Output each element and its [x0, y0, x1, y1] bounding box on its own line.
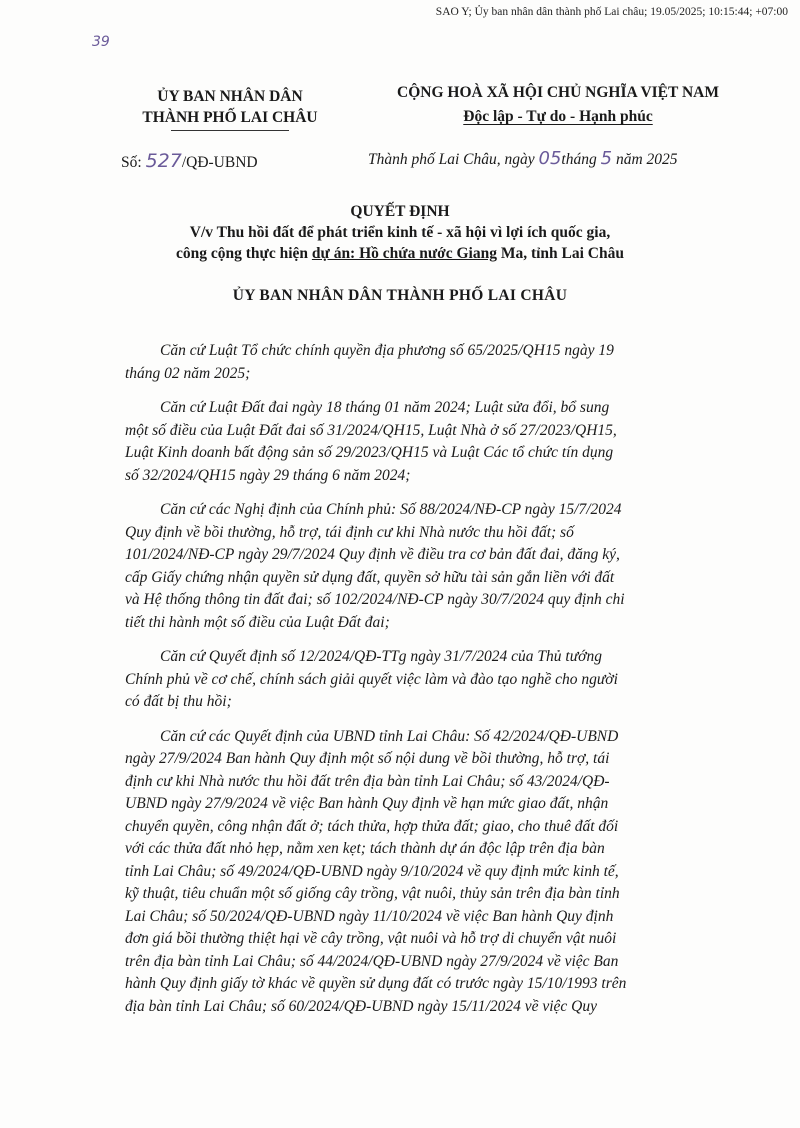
decision-title-block — [60, 201, 740, 264]
copy-stamp-header: SAO Y; Ủy ban nhân dân thành phố Lai châu; 19.05/2025; 10:15:44; +07:00 — [435, 6, 788, 18]
document-number — [121, 150, 258, 172]
place-date-prefix: Thành phố Lai Châu, ngày — [368, 151, 539, 168]
paragraph-line: Căn cứ Quyết định số 12/2024/QĐ-TTg ngày 31/7/2024 của Thủ tướng — [160, 648, 602, 665]
paragraph-line: có đất bị thu hồi; — [125, 693, 232, 710]
decision-heading: QUYẾT ĐỊNH — [350, 203, 450, 220]
paragraph-line: số 32/2024/QH15 ngày 29 tháng 6 năm 2024; — [125, 466, 411, 484]
paragraph-line: Căn cứ Luật Đất đai ngày 18 tháng 01 năm 2024; Luật sửa đổi, bổ sung — [160, 399, 610, 416]
paragraph-line: và Hệ thống thông tin đất đai; số 102/2024/NĐ-CP ngày 30/7/2024 quy định chi — [125, 591, 625, 608]
handwritten-page-number: 39 — [92, 34, 110, 50]
paragraph-line: tỉnh Lai Châu; số 49/2024/QĐ-UBND ngày 9/10/2024 về quy định mức kinh tế, — [125, 862, 619, 880]
decision-subject-line-1: V/v Thu hồi đất để phát triển kinh tế - xã hội vì lợi ích quốc gia, — [189, 224, 611, 241]
national-motto: Độc lập - Tự do - Hạnh phúc — [463, 108, 653, 125]
subject-part-b: dự án: Hồ chứa nước Giang — [311, 245, 497, 262]
date-month-handwritten: 5 — [600, 148, 613, 169]
doc-number-handwritten: 527 — [145, 150, 182, 172]
paragraph-line: Lai Châu; số 50/2024/QĐ-UBND ngày 11/10/2024 về việc Ban hành Quy định — [125, 907, 614, 925]
paragraph-line: Căn cứ Luật Tổ chức chính quyền địa phương số 65/2025/QH15 ngày 19 — [160, 342, 614, 359]
paragraph-line: Căn cứ các Quyết định của UBND tỉnh Lai Châu: Số 42/2024/QĐ-UBND — [160, 727, 619, 745]
issuer-title: ỦY BAN NHÂN DÂN THÀNH PHỐ LAI CHÂU — [232, 287, 568, 304]
legal-basis-paragraph — [125, 397, 765, 487]
issuing-agency-block — [110, 86, 350, 131]
subject-part-c: Ma, tỉnh Lai Châu — [496, 245, 624, 262]
place-and-date — [368, 148, 678, 169]
paragraph-line: ngày 27/9/2024 Ban hành Quy định một số nội dung về bồi thường, hỗ trợ, tái — [125, 750, 610, 767]
agency-line-1: ỦY BAN NHÂN DÂN — [157, 88, 303, 105]
paragraph-line: cấp Giấy chứng nhận quyền sử dụng đất, quyền sở hữu tài sản gắn liền với đất — [125, 568, 615, 586]
paragraph-line: đơn giá bồi thường thiệt hại về cây trồng, vật nuôi và hỗ trợ di chuyển vật nuôi — [125, 930, 617, 947]
paragraph-line: Chính phủ về cơ chế, chính sách giải quyết việc làm và đào tạo nghề cho người — [125, 670, 618, 688]
paragraph-line: địa bàn tỉnh Lai Châu; số 60/2024/QĐ-UBND ngày 15/11/2024 về việc Quy — [125, 997, 597, 1015]
paragraph-line: với các thửa đất nhỏ hẹp, nằm xen kẹt; tách thành dự án độc lập trên địa bàn — [125, 840, 605, 857]
paragraph-line: định cư khi Nhà nước thu hồi đất trên địa bàn tỉnh Lai Châu; số 43/2024/QĐ- — [125, 772, 610, 790]
decision-subject-line-2 — [60, 243, 740, 264]
legal-basis-body — [125, 340, 765, 1030]
national-heading-block — [358, 81, 758, 129]
doc-number-prefix: Số: — [121, 154, 146, 171]
legal-basis-paragraph — [125, 340, 765, 385]
paragraph-line: 101/2024/NĐ-CP ngày 29/7/2024 Quy định về điều tra cơ bản đất đai, đăng ký, — [125, 546, 620, 563]
month-label: tháng — [561, 151, 601, 168]
legal-basis-paragraph — [125, 646, 765, 714]
paragraph-line: Căn cứ các Nghị định của Chính phủ: Số 88/2024/NĐ-CP ngày 15/7/2024 — [160, 501, 622, 518]
paragraph-line: Luật Kinh doanh bất động sản số 29/2023/QH15 và Luật Các tổ chức tín dụng — [125, 444, 614, 461]
national-name: CỘNG HOÀ XÃ HỘI CHỦ NGHĨA VIỆT NAM — [397, 84, 719, 101]
paragraph-line: trên địa bàn tỉnh Lai Châu; số 44/2024/QĐ-UBND ngày 27/9/2024 về việc Ban — [125, 952, 619, 970]
agency-underline — [171, 130, 289, 131]
subject-part-a: công cộng thực hiện — [176, 245, 312, 262]
paragraph-line: tiết thi hành một số điều của Luật Đất đai; — [125, 613, 390, 631]
doc-number-suffix: /QĐ-UBND — [181, 154, 258, 171]
agency-line-2: THÀNH PHỐ LAI CHÂU — [142, 109, 318, 126]
paragraph-line: UBND ngày 27/9/2024 về việc Ban hành Quy định về hạn mức giao đất, nhận — [125, 795, 609, 812]
date-day-handwritten: 05 — [538, 148, 562, 169]
paragraph-line: chuyển quyền, công nhận đất ở; tách thửa, hợp thửa đất; giao, cho thuê đất đối — [125, 817, 619, 835]
paragraph-line: Quy định về bồi thường, hỗ trợ, tái định cư khi Nhà nước thu hồi đất; số — [125, 523, 574, 541]
paragraph-line: kỹ thuật, tiêu chuẩn một số giống cây trồng, vật nuôi, thủy sản trên địa bàn tỉnh — [125, 885, 620, 902]
legal-basis-paragraph — [125, 499, 765, 634]
paragraph-line: hành Quy định giấy tờ khác về quyền sử dụng đất có trước ngày 15/10/1993 trên — [125, 975, 627, 992]
paragraph-line: tháng 02 năm 2025; — [125, 364, 251, 382]
year-label: năm 2025 — [612, 151, 678, 168]
legal-basis-paragraph — [125, 726, 765, 1019]
paragraph-line: một số điều của Luật Đất đai số 31/2024/QH15, Luật Nhà ở số 27/2023/QH15, — [125, 421, 617, 439]
